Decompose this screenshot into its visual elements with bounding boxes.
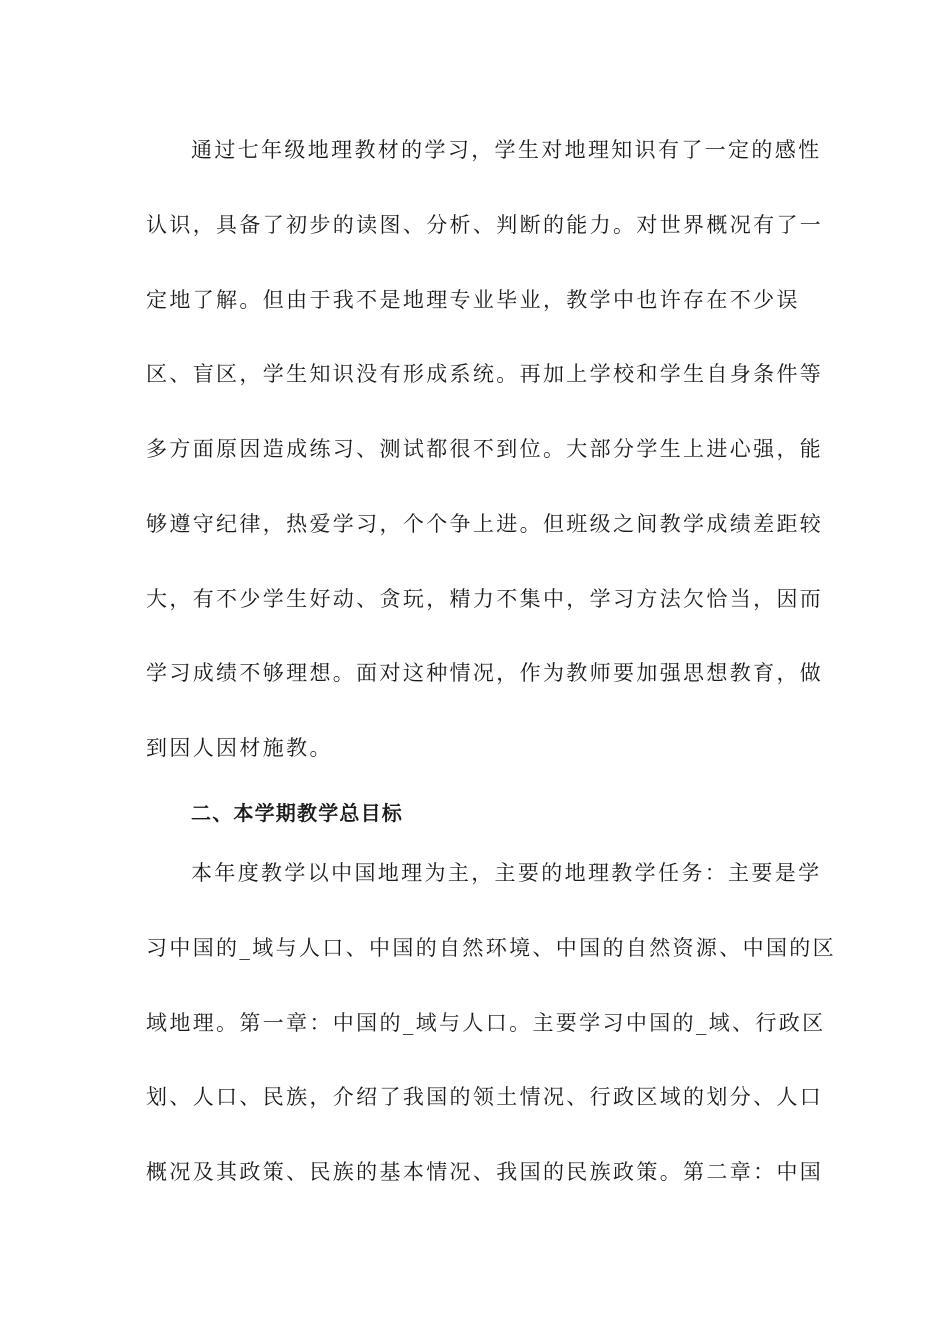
paragraph1-line: 大，有不少学生好动、贪玩，精力不集中，学习方法欠恰当，因而 [146,587,824,611]
paragraph1-line: 认识，具备了初步的读图、分析、判断的能力。对世界概况有了一 [146,213,824,237]
paragraph2-line: 域地理。第一章：中国的_域与人口。主要学习中国的_域、行政区 [146,1011,826,1035]
paragraph1-line: 学习成绩不够理想。面对这种情况，作为教师要加强思想教育，做 [146,661,824,685]
section-heading: 二、本学期教学总目标 [191,801,403,825]
paragraph1-line: 多方面原因造成练习、测试都很不到位。大部分学生上进心强，能 [146,437,824,461]
paragraph2-line: 习中国的_域与人口、中国的自然环境、中国的自然资源、中国的区 [146,936,836,960]
paragraph1-line: 定地了解。但由于我不是地理专业毕业，教学中也许存在不少误 [146,288,800,312]
paragraph2-line: 概况及其政策、民族的基本情况、我国的民族政策。第二章：中国 [146,1160,824,1184]
paragraph1-line: 通过七年级地理教材的学习，学生对地理知识有了一定的感性 [191,138,822,162]
paragraph1-line: 区、盲区，学生知识没有形成系统。再加上学校和学生自身条件等 [146,362,824,386]
paragraph1-line: 够遵守纪律，热爱学习，个个争上进。但班级之间教学成绩差距较 [146,512,824,536]
paragraph2-line: 本年度教学以中国地理为主，主要的地理教学任务：主要是学 [191,861,822,885]
paragraph2-line: 划、人口、民族，介绍了我国的领土情况、行政区域的划分、人口 [146,1085,824,1109]
paragraph1-line: 到因人因材施教。 [146,736,333,760]
